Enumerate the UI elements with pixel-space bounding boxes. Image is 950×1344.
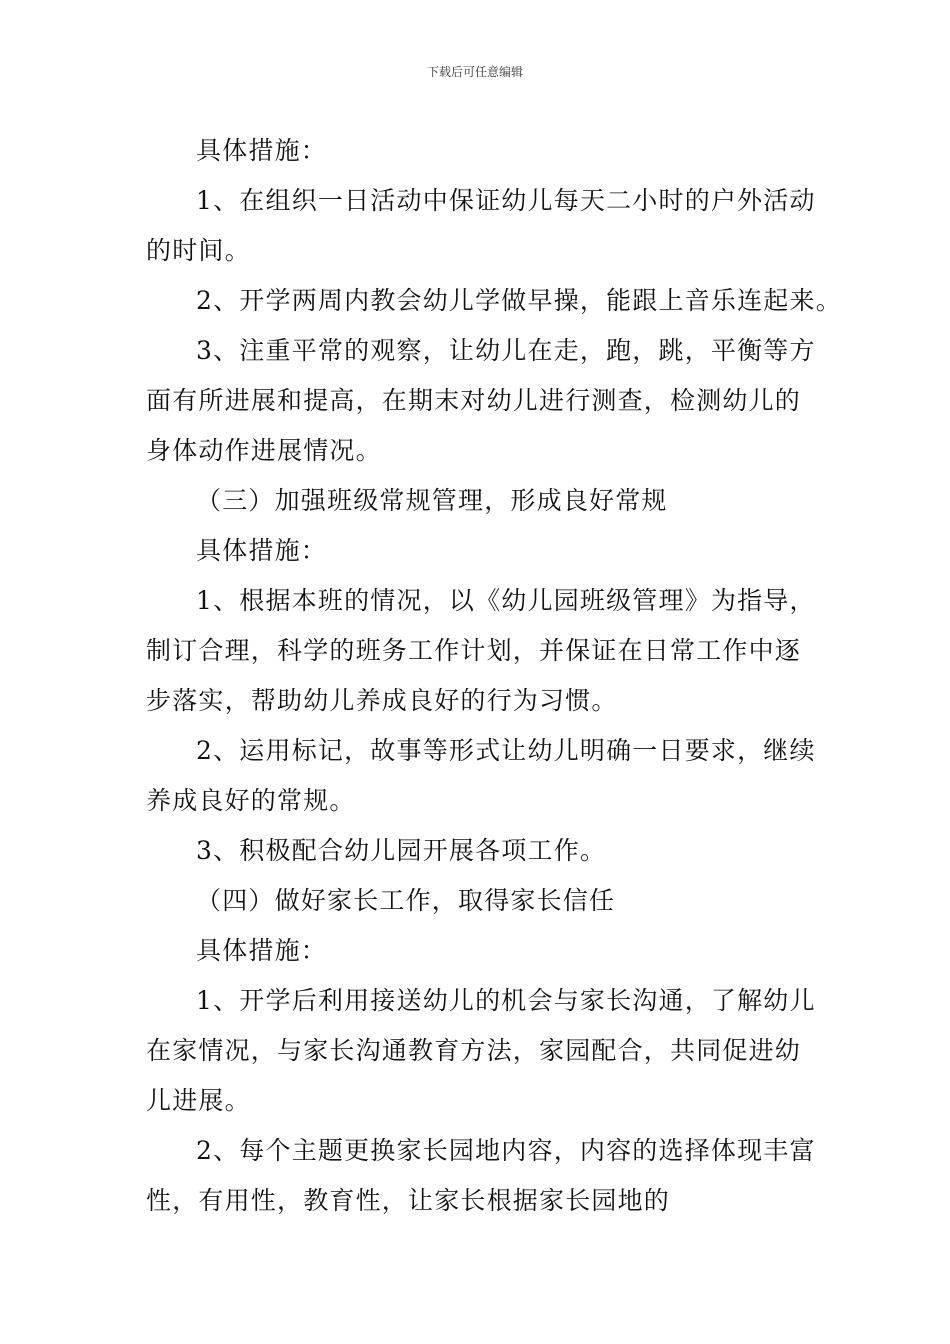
paragraph-line: 1、根据本班的情况，以《幼儿园班级管理》为指导， [196, 586, 816, 615]
paragraph-line: 制订合理，科学的班务工作计划，并保证在日常工作中逐 [146, 636, 802, 665]
paragraph-line: 1、在组织一日活动中保证幼儿每天二小时的户外活动 [196, 186, 816, 215]
paragraph-line: 性，有用性，教育性，让家长根据家长园地的 [146, 1186, 671, 1215]
paragraph-line: 养成良好的常规。 [146, 786, 356, 815]
paragraph-line: 1、开学后利用接送幼儿的机会与家长沟通，了解幼儿 [196, 986, 816, 1015]
paragraph-line: 身体动作进展情况。 [146, 436, 382, 465]
paragraph-line: 步落实，帮助幼儿养成良好的行为习惯。 [146, 686, 618, 715]
measures-heading: 具体措施： [196, 136, 328, 165]
section-heading: （四）做好家长工作，取得家长信任 [196, 886, 616, 915]
measures-heading: 具体措施： [196, 936, 328, 965]
paragraph-line: 3、注重平常的观察，让幼儿在走，跑，跳，平衡等方 [196, 336, 816, 365]
page-header-note: 下载后可任意编辑 [426, 65, 523, 79]
document-body [146, 126, 842, 1226]
section-heading: （三）加强班级常规管理，形成良好常规 [196, 486, 668, 515]
paragraph-line: 2、开学两周内教会幼儿学做早操，能跟上音乐连起来。 [196, 286, 842, 315]
paragraph-line: 儿进展。 [146, 1086, 251, 1115]
paragraph-line: 2、运用标记，故事等形式让幼儿明确一日要求，继续 [196, 736, 816, 765]
paragraph-line: 面有所进展和提高，在期末对幼儿进行测查，检测幼儿的 [146, 386, 802, 415]
paragraph-line: 2、每个主题更换家长园地内容，内容的选择体现丰富 [196, 1136, 816, 1165]
paragraph-line: 在家情况，与家长沟通教育方法，家园配合，共同促进幼 [146, 1036, 802, 1065]
paragraph-line: 的时间。 [146, 236, 251, 265]
paragraph-line: 3、积极配合幼儿园开展各项工作。 [196, 836, 607, 865]
measures-heading: 具体措施： [196, 536, 328, 565]
